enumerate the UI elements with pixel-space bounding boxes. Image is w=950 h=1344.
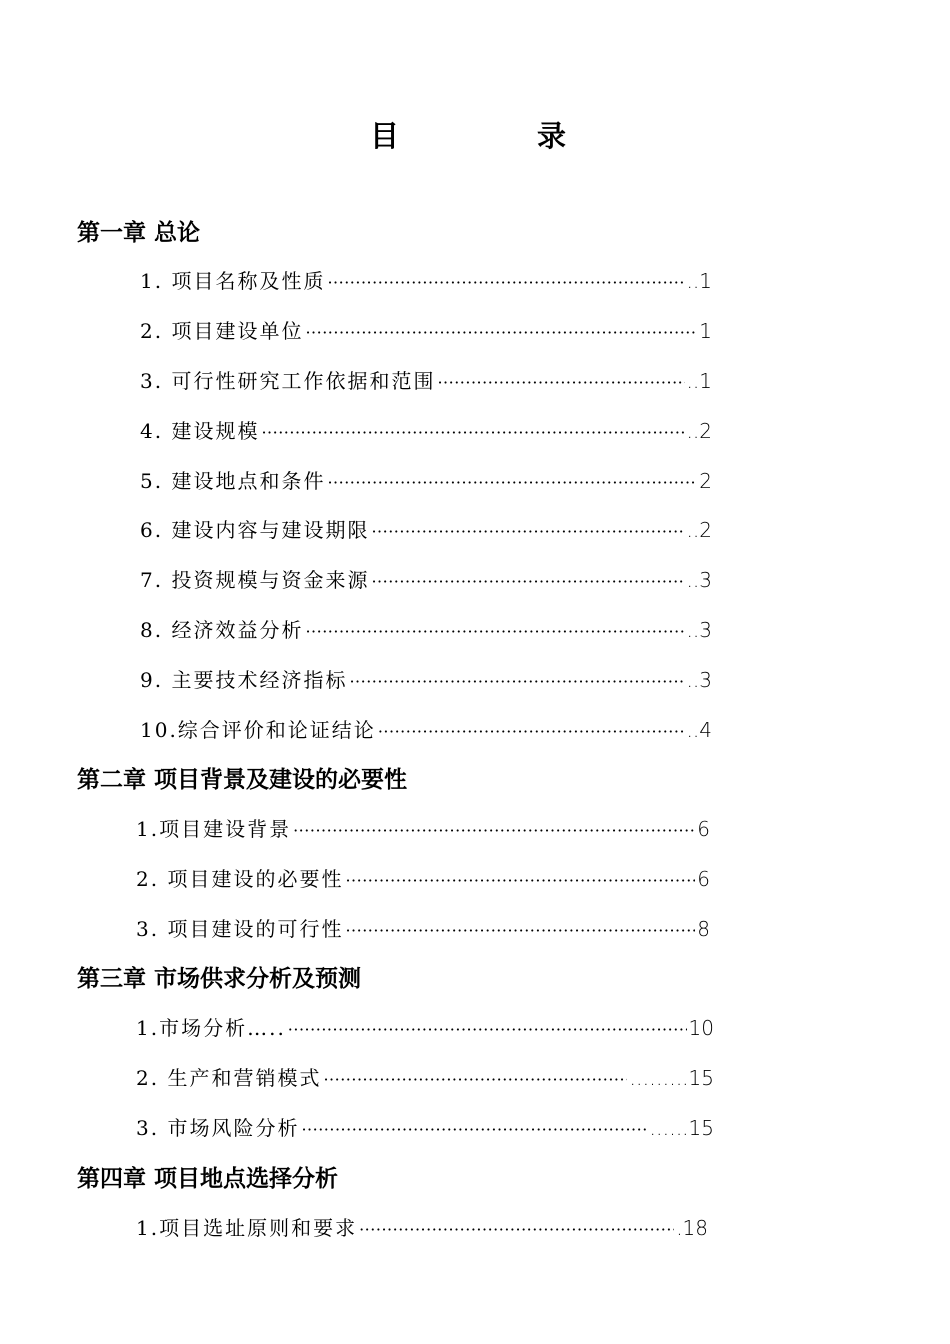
entry-page-number: 10 [688, 1016, 714, 1040]
toc-entry-4-1[interactable] [136, 1214, 708, 1244]
dot-leader [301, 1114, 647, 1144]
dot-leader [261, 417, 684, 447]
dot-leader [327, 467, 697, 497]
toc-entry-3-3[interactable] [136, 1114, 714, 1144]
chapter-heading-1: 第一章 总论 [77, 220, 201, 246]
entry-page-number: 1 [699, 319, 712, 343]
entry-page-number: ..1 [686, 269, 712, 293]
toc-entry-1-10[interactable] [140, 716, 712, 746]
toc-entry-2-2[interactable] [136, 865, 710, 895]
toc-entry-1-4[interactable] [140, 417, 712, 447]
entry-page-number: 6 [697, 867, 710, 891]
entry-page-number: 6 [697, 817, 710, 841]
entry-label: 10.综合评价和论证结论 [140, 718, 376, 742]
toc-entry-1-3[interactable] [140, 367, 712, 397]
dot-leader [378, 716, 685, 746]
entry-page-number: 8 [697, 917, 710, 941]
dot-leader [288, 1014, 687, 1044]
dot-leader [349, 666, 684, 696]
dot-leader [305, 317, 697, 347]
dot-leader [293, 815, 695, 845]
chapter-heading-4: 第四章 项目地点选择分析 [77, 1166, 339, 1192]
entry-label: 2. 生产和营销模式 [136, 1066, 322, 1090]
entry-page-number: ..3 [686, 618, 712, 642]
entry-label: 8. 经济效益分析 [140, 618, 304, 642]
entry-label: 1.项目建设背景 [136, 817, 292, 841]
toc-entry-1-5[interactable] [140, 467, 712, 497]
entry-page-number: ..3 [686, 668, 712, 692]
toc-entry-2-1[interactable] [136, 815, 710, 845]
entry-label: 2. 项目建设的必要性 [136, 867, 344, 891]
dot-leader [437, 367, 684, 397]
dot-leader [345, 915, 695, 945]
dot-leader [305, 616, 684, 646]
toc-entry-1-9[interactable] [140, 666, 712, 696]
entry-label: 9. 主要技术经济指标 [140, 668, 348, 692]
entry-page-number: ..4 [686, 718, 712, 742]
entry-page-number: ..1 [686, 369, 712, 393]
chapter-heading-2: 第二章 项目背景及建设的必要性 [77, 767, 408, 793]
dot-leader [371, 566, 684, 596]
toc-entry-1-7[interactable] [140, 566, 712, 596]
entry-label: 6. 建设内容与建设期限 [140, 518, 370, 542]
dot-leader [359, 1214, 674, 1244]
entry-label: 1.项目选址原则和要求 [136, 1216, 358, 1240]
dot-leader [327, 267, 684, 297]
entry-page-number: .……..15 [629, 1066, 714, 1090]
entry-page-number: 2 [699, 469, 712, 493]
dot-leader [371, 516, 684, 546]
entry-label: 2. 项目建设单位 [140, 319, 304, 343]
entry-label: 3. 可行性研究工作依据和范围 [140, 369, 436, 393]
entry-label: 3. 项目建设的可行性 [136, 917, 344, 941]
toc-entry-1-2[interactable] [140, 317, 712, 347]
toc-entry-1-6[interactable] [140, 516, 712, 546]
entry-page-number: .18 [676, 1216, 708, 1240]
entry-label: 5. 建设地点和条件 [140, 469, 326, 493]
entry-label: 3. 市场风险分析 [136, 1116, 300, 1140]
toc-entry-1-8[interactable] [140, 616, 712, 646]
toc-entry-3-1[interactable] [136, 1014, 714, 1044]
entry-page-number: ..2 [686, 419, 712, 443]
entry-page-number: ..2 [686, 518, 712, 542]
entry-page-number: .…..15 [649, 1116, 714, 1140]
toc-title: 目 录 [369, 119, 631, 153]
entry-page-number: ..3 [686, 568, 712, 592]
toc-entry-1-1[interactable] [140, 267, 712, 297]
entry-label: 4. 建设规模 [140, 419, 260, 443]
toc-entry-3-2[interactable] [136, 1064, 714, 1094]
entry-label: 1.市场分析….. [136, 1016, 286, 1040]
dot-leader [345, 865, 695, 895]
toc-entry-2-3[interactable] [136, 915, 710, 945]
entry-label: 1. 项目名称及性质 [140, 269, 326, 293]
chapter-heading-3: 第三章 市场供求分析及预测 [77, 966, 362, 992]
entry-label: 7. 投资规模与资金来源 [140, 568, 370, 592]
dot-leader [323, 1064, 627, 1094]
